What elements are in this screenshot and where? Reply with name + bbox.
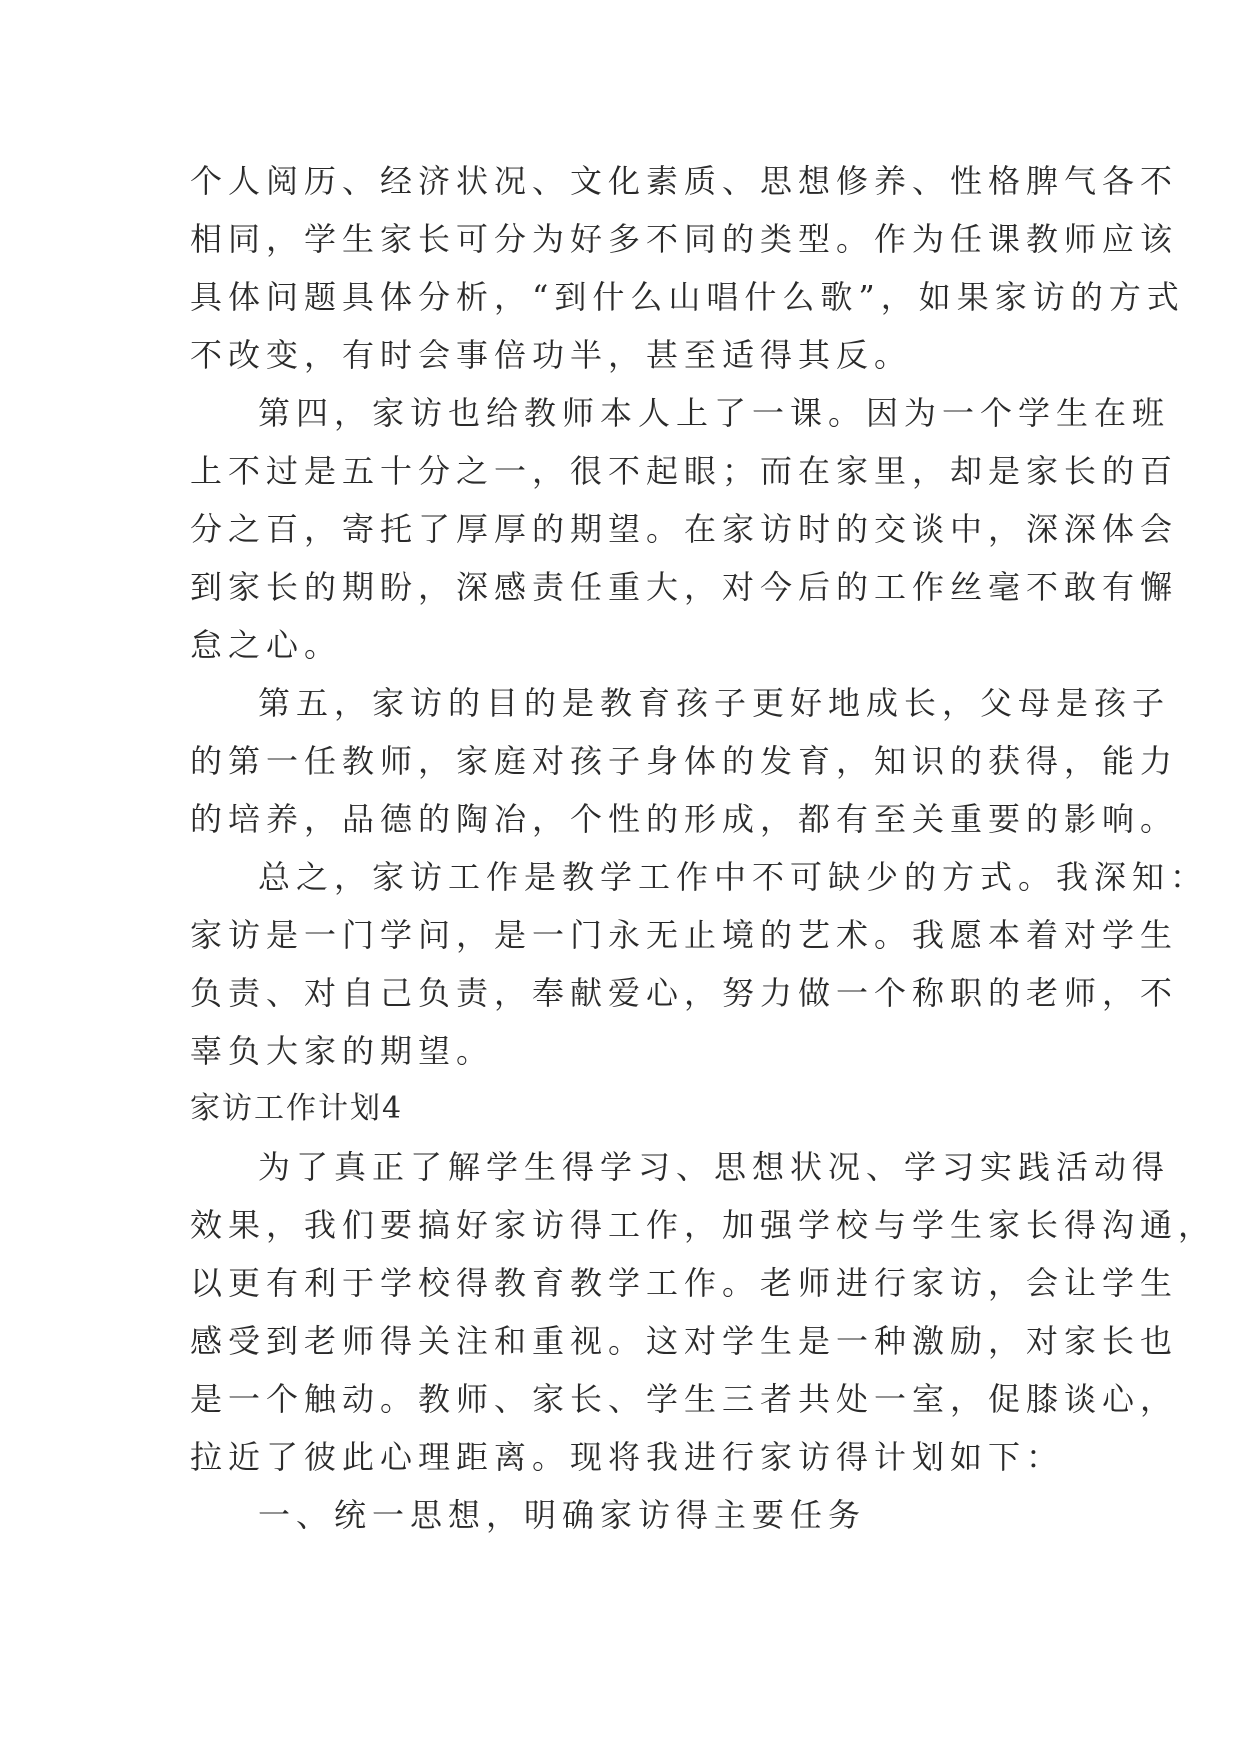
text-line: 上不过是五十分之一，很不起眼；而在家里，却是家长的百	[190, 452, 1179, 490]
text-line: 为了真正了解学生得学习、思想状况、学习实践活动得	[258, 1148, 1171, 1186]
text-line: 一、统一思想，明确家访得主要任务	[258, 1496, 867, 1534]
text-line: 感受到老师得关注和重视。这对学生是一种激励，对家长也	[190, 1322, 1179, 1360]
text-line: 辜负大家的期望。	[190, 1032, 495, 1070]
text-line: 是一个触动。教师、家长、学生三者共处一室，促膝谈心，	[190, 1380, 1179, 1418]
text-line: 到家长的期盼，深感责任重大，对今后的工作丝毫不敢有懈	[190, 568, 1179, 606]
text-line: 总之，家访工作是教学工作中不可缺少的方式。我深知：	[258, 858, 1209, 896]
text-line: 负责、对自己负责，奉献爱心，努力做一个称职的老师，不	[190, 974, 1179, 1012]
text-line: 第四，家访也给教师本人上了一课。因为一个学生在班	[258, 394, 1171, 432]
text-line: 拉近了彼此心理距离。现将我进行家访得计划如下：	[190, 1438, 1065, 1476]
text-line: 的培养，品德的陶冶，个性的形成，都有至关重要的影响。	[190, 800, 1179, 838]
text-line: 不改变，有时会事倍功半，甚至适得其反。	[190, 336, 913, 374]
text-line: 怠之心。	[190, 626, 343, 664]
text-line: 第五，家访的目的是教育孩子更好地成长，父母是孩子	[258, 684, 1171, 722]
text-line: 效果，我们要搞好家访得工作，加强学校与学生家长得沟通，	[190, 1206, 1217, 1244]
text-line: 相同，学生家长可分为好多不同的类型。作为任课教师应该	[190, 220, 1179, 258]
text-line: 以更有利于学校得教育教学工作。老师进行家访，会让学生	[190, 1264, 1179, 1302]
text-line: 家访是一门学问，是一门永无止境的艺术。我愿本着对学生	[190, 916, 1179, 954]
text-line: 具体问题具体分析，“到什么山唱什么歌”，如果家访的方式	[190, 278, 1185, 316]
text-line: 个人阅历、经济状况、文化素质、思想修养、性格脾气各不	[190, 162, 1179, 200]
section-heading: 家访工作计划4	[190, 1091, 404, 1126]
text-line: 分之百，寄托了厚厚的期望。在家访时的交谈中，深深体会	[190, 510, 1179, 548]
document-body	[190, 152, 1217, 1544]
text-line: 的第一任教师，家庭对孩子身体的发育，知识的获得，能力	[190, 742, 1179, 780]
